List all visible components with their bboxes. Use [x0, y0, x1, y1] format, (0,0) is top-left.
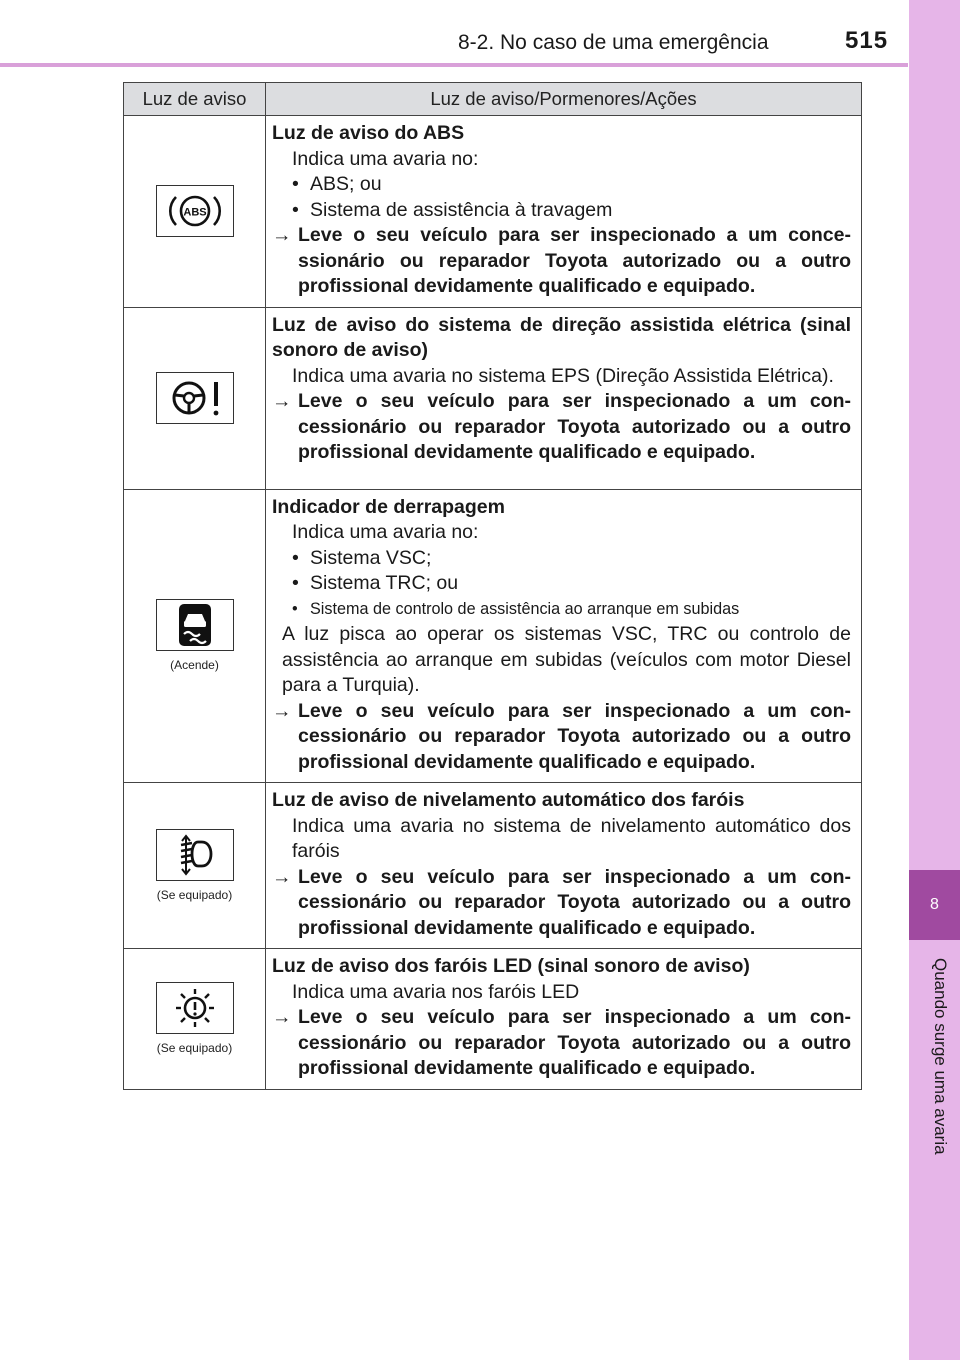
table-row — [124, 489, 862, 783]
page-number: 515 — [845, 27, 889, 54]
chapter-number-badge: 8 — [909, 870, 960, 940]
header-rule — [0, 63, 908, 67]
list-item: • Sistema de assistência à travagem — [292, 198, 613, 221]
row-intro: Indica uma avaria no sistema de nivelamento automático dos faróis — [292, 814, 851, 862]
slip-indicator-icon — [156, 599, 234, 651]
row-action: → Leve o seu veículo para ser inspecionado a um con-cessionário ou reparador Toyota autorizado ou a outro profissional devidamente qualificado e equipado. — [272, 1006, 851, 1079]
chapter-title: Quando surge uma avaria — [931, 958, 950, 1155]
section-title: 8-2. No caso de uma emergência — [458, 31, 769, 54]
row-action: → Leve o seu veículo para ser inspecionado a um conce-ssionário ou reparador Toyota autorizado ou a outro profissional devidamente qualificado e equipado. — [272, 224, 851, 297]
headlight-leveling-icon — [156, 829, 234, 881]
row-action: → Leve o seu veículo para ser inspecionado a um con-cessionário ou reparador Toyota autorizado ou a outro profissional devidamente qualificado e equipado. — [272, 865, 851, 939]
row-title: Indicador de derrapagem — [272, 495, 505, 518]
row-intro: Indica uma avaria no: — [292, 521, 479, 543]
table-row — [124, 116, 862, 308]
list-item: • Sistema TRC; ou — [292, 572, 459, 594]
row-title: Luz de aviso do ABS — [272, 122, 465, 144]
table-row — [124, 307, 862, 489]
row-note: A luz pisca ao operar os sistemas VSC, TRC ou controlo de assistência ao arranque em subidas (veículos com motor Diesel para a Turquia). — [282, 623, 851, 696]
row-title: Luz de aviso do sistema de direção assistida elétrica (sinal sonoro de aviso) — [272, 313, 851, 361]
row-action: → Leve o seu veículo para ser inspecionado a um con-cessionário ou reparador Toyota autorizado ou a outro profissional devidamente qualificado e equipado. — [272, 390, 851, 463]
table-row — [124, 949, 862, 1090]
table-row — [124, 783, 862, 949]
led-headlight-warning-icon — [156, 982, 234, 1034]
icon-caption: (Se equipado) — [156, 1041, 233, 1056]
row-intro: Indica uma avaria nos faróis LED — [292, 980, 580, 1003]
svg-text:ABS: ABS — [182, 206, 207, 219]
list-item: • Sistema VSC; — [292, 546, 432, 569]
icon-caption: (Se equipado) — [156, 888, 233, 902]
row-intro: Indica uma avaria no sistema EPS (Direção Assistida Elétrica). — [292, 364, 834, 387]
row-title: Luz de aviso dos faróis LED (sinal sonoro de aviso) — [272, 955, 750, 977]
warning-lights-table — [123, 82, 862, 1090]
header-details-actions: Luz de aviso/Pormenores/Ações — [266, 83, 862, 116]
header-warning-light: Luz de aviso — [124, 83, 266, 116]
icon-caption: (Acende) — [170, 658, 219, 673]
eps-warning-icon — [156, 372, 234, 424]
row-intro: Indica uma avaria no: — [292, 147, 479, 170]
list-item: • Sistema de controlo de assistência ao arranque em subidas — [292, 599, 740, 618]
row-title: Luz de aviso de nivelamento automático dos faróis — [272, 789, 745, 811]
table-header-row — [124, 83, 862, 116]
list-item: • ABS; ou — [292, 173, 382, 195]
abs-warning-icon — [156, 185, 234, 237]
row-action: → Leve o seu veículo para ser inspecionado a um con-cessionário ou reparador Toyota autorizado ou a outro profissional devidamente qualificado e equipado. — [272, 699, 851, 773]
